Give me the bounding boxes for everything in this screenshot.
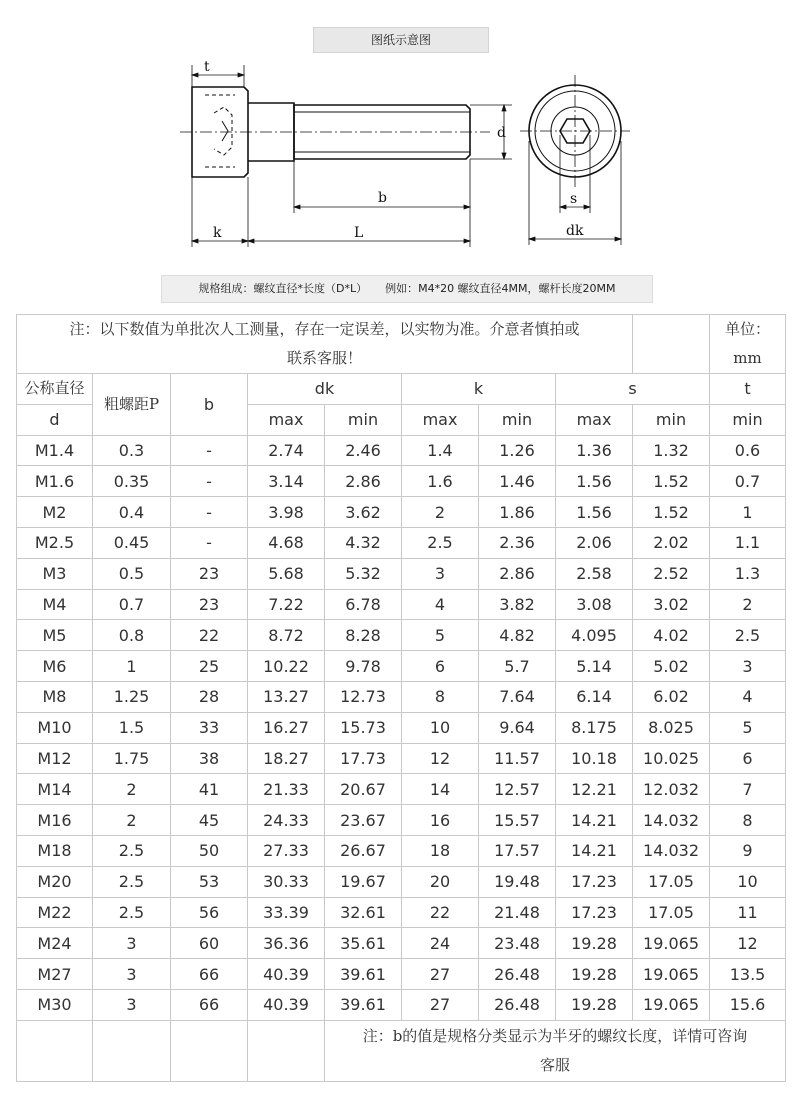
cell-s-min: 3.02	[633, 589, 710, 620]
label-dk: dk	[566, 223, 584, 239]
cell-dk-max: 13.27	[248, 681, 325, 712]
footnote-row	[17, 1020, 786, 1081]
cell-dk-min: 20.67	[325, 774, 402, 805]
cell-dk-max: 40.39	[248, 989, 325, 1020]
cell-k-min: 17.57	[479, 835, 556, 866]
spec-format-caption	[161, 275, 653, 303]
cell-b: 22	[171, 620, 248, 651]
cell-b: 28	[171, 681, 248, 712]
cell-k-max: 14	[402, 774, 479, 805]
notice-line1: 注：以下数值为单批次人工测量，存在一定误差，以实物为准。介意者慎拍或	[69, 320, 580, 338]
cell-k-min: 15.57	[479, 805, 556, 836]
cell-b: 60	[171, 928, 248, 959]
unit-line1: 单位：	[725, 320, 771, 338]
header-k: k	[402, 374, 556, 405]
cell-k-min: 21.48	[479, 897, 556, 928]
cell-k-min: 11.57	[479, 743, 556, 774]
header-s: s	[556, 374, 710, 405]
cell-dk-min: 23.67	[325, 805, 402, 836]
notice-row	[17, 315, 786, 374]
cell-b: 50	[171, 835, 248, 866]
cell-pitch: 3	[93, 989, 171, 1020]
cell-s-max: 8.175	[556, 712, 633, 743]
cell-s-max: 10.18	[556, 743, 633, 774]
footnote-cell	[325, 1020, 786, 1081]
header-s-max: max	[556, 404, 633, 435]
cell-b: 56	[171, 897, 248, 928]
cell-s-min: 4.02	[633, 620, 710, 651]
cell-dk-max: 8.72	[248, 620, 325, 651]
table-row	[17, 805, 786, 836]
cell-s-min: 10.025	[633, 743, 710, 774]
cell-dk-min: 9.78	[325, 651, 402, 682]
table-row	[17, 466, 786, 497]
caption-format: 规格组成：螺纹直径*长度（D*L）	[198, 282, 368, 295]
header-t-min: min	[710, 404, 786, 435]
cell-s-max: 5.14	[556, 651, 633, 682]
cell-d: M12	[17, 743, 93, 774]
table-row	[17, 558, 786, 589]
cell-b: -	[171, 527, 248, 558]
cell-dk-min: 3.62	[325, 497, 402, 528]
cell-dk-max: 21.33	[248, 774, 325, 805]
cell-dk-min: 17.73	[325, 743, 402, 774]
cell-s-min: 14.032	[633, 835, 710, 866]
cell-k-min: 1.86	[479, 497, 556, 528]
cell-t-min: 0.7	[710, 466, 786, 497]
header-t: t	[710, 374, 786, 405]
cell-t-min: 11	[710, 897, 786, 928]
cell-s-max: 6.14	[556, 681, 633, 712]
table-row	[17, 651, 786, 682]
table-row	[17, 497, 786, 528]
cell-s-max: 19.28	[556, 959, 633, 990]
table-row	[17, 712, 786, 743]
header-nominal: 公称直径	[17, 374, 93, 405]
cell-s-min: 2.52	[633, 558, 710, 589]
table-row	[17, 866, 786, 897]
cell-dk-min: 19.67	[325, 866, 402, 897]
cell-s-min: 1.32	[633, 435, 710, 466]
cell-d: M18	[17, 835, 93, 866]
cell-b: 41	[171, 774, 248, 805]
cell-d: M4	[17, 589, 93, 620]
table-row	[17, 435, 786, 466]
footnote-line2: 客服	[540, 1055, 571, 1074]
cell-pitch: 1.75	[93, 743, 171, 774]
cell-k-min: 12.57	[479, 774, 556, 805]
cell-dk-min: 5.32	[325, 558, 402, 589]
cell-b: 33	[171, 712, 248, 743]
notice-spacer	[633, 315, 710, 374]
cell-d: M30	[17, 989, 93, 1020]
cell-s-min: 17.05	[633, 866, 710, 897]
cell-d: M14	[17, 774, 93, 805]
table-row	[17, 959, 786, 990]
cell-k-max: 2	[402, 497, 479, 528]
cell-k-max: 6	[402, 651, 479, 682]
cell-k-max: 16	[402, 805, 479, 836]
cell-k-min: 26.48	[479, 959, 556, 990]
cell-s-max: 17.23	[556, 866, 633, 897]
table-row	[17, 835, 786, 866]
cell-k-min: 2.36	[479, 527, 556, 558]
cell-t-min: 10	[710, 866, 786, 897]
cell-pitch: 2	[93, 805, 171, 836]
cell-s-min: 19.065	[633, 959, 710, 990]
cell-t-min: 1	[710, 497, 786, 528]
cell-b: -	[171, 497, 248, 528]
notice-line2: 联系客服！	[287, 349, 363, 367]
header-dk-min: min	[325, 404, 402, 435]
table-row	[17, 620, 786, 651]
cell-dk-max: 3.14	[248, 466, 325, 497]
table-row	[17, 589, 786, 620]
cell-dk-min: 26.67	[325, 835, 402, 866]
cell-s-min: 14.032	[633, 805, 710, 836]
footnote-spacer	[93, 1020, 171, 1081]
cell-pitch: 3	[93, 928, 171, 959]
cell-s-min: 1.52	[633, 497, 710, 528]
cell-k-max: 3	[402, 558, 479, 589]
cell-dk-min: 15.73	[325, 712, 402, 743]
cell-t-min: 2	[710, 589, 786, 620]
cell-k-max: 1.4	[402, 435, 479, 466]
cell-pitch: 0.4	[93, 497, 171, 528]
cell-s-min: 2.02	[633, 527, 710, 558]
cell-dk-max: 36.36	[248, 928, 325, 959]
cell-t-min: 12	[710, 928, 786, 959]
cell-t-min: 7	[710, 774, 786, 805]
cell-d: M2.5	[17, 527, 93, 558]
cell-s-max: 4.095	[556, 620, 633, 651]
cell-dk-max: 3.98	[248, 497, 325, 528]
cell-s-min: 12.032	[633, 774, 710, 805]
cell-b: -	[171, 466, 248, 497]
cell-dk-max: 33.39	[248, 897, 325, 928]
header-dk-max: max	[248, 404, 325, 435]
cell-d: M27	[17, 959, 93, 990]
cell-b: 25	[171, 651, 248, 682]
notice-cell	[17, 315, 633, 374]
footnote-line1: 注：b的值是规格分类显示为半牙的螺纹长度，详情可咨询	[362, 1026, 748, 1045]
cell-pitch: 1.5	[93, 712, 171, 743]
cell-pitch: 2.5	[93, 866, 171, 897]
cell-pitch: 0.45	[93, 527, 171, 558]
cell-s-max: 14.21	[556, 805, 633, 836]
screw-technical-drawing	[0, 55, 800, 265]
cell-s-min: 8.025	[633, 712, 710, 743]
cell-dk-max: 7.22	[248, 589, 325, 620]
header-k-max: max	[402, 404, 479, 435]
cell-b: -	[171, 435, 248, 466]
cell-s-max: 1.56	[556, 497, 633, 528]
label-b: b	[378, 190, 387, 206]
cell-t-min: 3	[710, 651, 786, 682]
cell-k-min: 2.86	[479, 558, 556, 589]
cell-b: 45	[171, 805, 248, 836]
cell-dk-max: 30.33	[248, 866, 325, 897]
cell-dk-min: 2.86	[325, 466, 402, 497]
cell-s-min: 17.05	[633, 897, 710, 928]
header-k-min: min	[479, 404, 556, 435]
cell-dk-max: 27.33	[248, 835, 325, 866]
cell-k-min: 5.7	[479, 651, 556, 682]
cell-d: M16	[17, 805, 93, 836]
cell-b: 53	[171, 866, 248, 897]
cell-dk-max: 18.27	[248, 743, 325, 774]
table-row	[17, 774, 786, 805]
cell-k-max: 27	[402, 959, 479, 990]
cell-b: 23	[171, 589, 248, 620]
cell-d: M24	[17, 928, 93, 959]
label-k: k	[213, 225, 222, 241]
cell-dk-max: 16.27	[248, 712, 325, 743]
cell-b: 23	[171, 558, 248, 589]
label-d: d	[497, 125, 506, 141]
header-nominal-d: d	[17, 404, 93, 435]
cell-k-min: 23.48	[479, 928, 556, 959]
cell-dk-max: 5.68	[248, 558, 325, 589]
cell-pitch: 0.3	[93, 435, 171, 466]
cell-t-min: 9	[710, 835, 786, 866]
cell-k-max: 2.5	[402, 527, 479, 558]
cell-s-max: 17.23	[556, 897, 633, 928]
cell-pitch: 2.5	[93, 897, 171, 928]
cell-k-max: 20	[402, 866, 479, 897]
cell-s-min: 6.02	[633, 681, 710, 712]
cell-pitch: 0.8	[93, 620, 171, 651]
label-L: L	[354, 225, 364, 241]
cell-b: 66	[171, 989, 248, 1020]
cell-t-min: 6	[710, 743, 786, 774]
cell-k-max: 1.6	[402, 466, 479, 497]
cell-k-min: 9.64	[479, 712, 556, 743]
cell-s-max: 1.56	[556, 466, 633, 497]
cell-t-min: 8	[710, 805, 786, 836]
cell-s-min: 19.065	[633, 989, 710, 1020]
cell-d: M10	[17, 712, 93, 743]
unit-cell	[710, 315, 786, 374]
cell-s-min: 5.02	[633, 651, 710, 682]
cell-dk-max: 2.74	[248, 435, 325, 466]
cell-k-max: 8	[402, 681, 479, 712]
cell-dk-min: 32.61	[325, 897, 402, 928]
cell-dk-min: 35.61	[325, 928, 402, 959]
cell-d: M20	[17, 866, 93, 897]
cell-dk-min: 4.32	[325, 527, 402, 558]
table-row	[17, 743, 786, 774]
cell-dk-min: 39.61	[325, 959, 402, 990]
cell-k-min: 26.48	[479, 989, 556, 1020]
footnote-spacer	[171, 1020, 248, 1081]
cell-d: M2	[17, 497, 93, 528]
cell-k-min: 3.82	[479, 589, 556, 620]
cell-pitch: 1.25	[93, 681, 171, 712]
dimension-table	[16, 314, 786, 1082]
cell-t-min: 4	[710, 681, 786, 712]
drawing-title: 图纸示意图	[313, 27, 489, 53]
caption-example: 例如：M4*20 螺纹直径4MM，螺杆长度20MM	[385, 282, 616, 295]
header-dk: dk	[248, 374, 402, 405]
table-row	[17, 681, 786, 712]
cell-s-max: 19.28	[556, 928, 633, 959]
cell-t-min: 2.5	[710, 620, 786, 651]
cell-d: M5	[17, 620, 93, 651]
cell-k-max: 4	[402, 589, 479, 620]
header-b: b	[171, 374, 248, 436]
cell-k-min: 1.46	[479, 466, 556, 497]
cell-dk-min: 8.28	[325, 620, 402, 651]
cell-t-min: 13.5	[710, 959, 786, 990]
table-row	[17, 989, 786, 1020]
cell-k-max: 5	[402, 620, 479, 651]
cell-pitch: 3	[93, 959, 171, 990]
cell-b: 38	[171, 743, 248, 774]
cell-t-min: 5	[710, 712, 786, 743]
table-row	[17, 928, 786, 959]
cell-pitch: 0.35	[93, 466, 171, 497]
cell-dk-min: 12.73	[325, 681, 402, 712]
label-t: t	[204, 59, 210, 75]
cell-b: 66	[171, 959, 248, 990]
cell-dk-max: 4.68	[248, 527, 325, 558]
header-s-min: min	[633, 404, 710, 435]
label-s: s	[570, 191, 578, 207]
cell-d: M6	[17, 651, 93, 682]
cell-d: M1.4	[17, 435, 93, 466]
cell-s-max: 2.06	[556, 527, 633, 558]
cell-s-max: 19.28	[556, 989, 633, 1020]
cell-t-min: 0.6	[710, 435, 786, 466]
cell-k-max: 22	[402, 897, 479, 928]
cell-k-max: 12	[402, 743, 479, 774]
cell-d: M3	[17, 558, 93, 589]
cell-t-min: 1.3	[710, 558, 786, 589]
cell-pitch: 1	[93, 651, 171, 682]
cell-s-max: 14.21	[556, 835, 633, 866]
cell-s-min: 19.065	[633, 928, 710, 959]
cell-dk-max: 24.33	[248, 805, 325, 836]
cell-k-min: 1.26	[479, 435, 556, 466]
cell-pitch: 0.7	[93, 589, 171, 620]
cell-s-max: 3.08	[556, 589, 633, 620]
cell-s-max: 12.21	[556, 774, 633, 805]
cell-pitch: 2	[93, 774, 171, 805]
cell-s-max: 1.36	[556, 435, 633, 466]
table-row	[17, 897, 786, 928]
cell-pitch: 2.5	[93, 835, 171, 866]
cell-k-min: 4.82	[479, 620, 556, 651]
cell-pitch: 0.5	[93, 558, 171, 589]
cell-dk-min: 39.61	[325, 989, 402, 1020]
cell-k-max: 24	[402, 928, 479, 959]
cell-s-max: 2.58	[556, 558, 633, 589]
cell-d: M1.6	[17, 466, 93, 497]
header-row-1	[17, 374, 786, 405]
cell-s-min: 1.52	[633, 466, 710, 497]
cell-k-max: 18	[402, 835, 479, 866]
table-row	[17, 527, 786, 558]
unit-line2: mm	[733, 349, 762, 367]
cell-k-max: 10	[402, 712, 479, 743]
cell-dk-max: 10.22	[248, 651, 325, 682]
cell-dk-max: 40.39	[248, 959, 325, 990]
cell-d: M22	[17, 897, 93, 928]
cell-k-min: 19.48	[479, 866, 556, 897]
footnote-spacer	[17, 1020, 93, 1081]
cell-k-min: 7.64	[479, 681, 556, 712]
cell-t-min: 1.1	[710, 527, 786, 558]
header-pitch: 粗螺距P	[93, 374, 171, 436]
cell-k-max: 27	[402, 989, 479, 1020]
footnote-spacer	[248, 1020, 325, 1081]
cell-dk-min: 2.46	[325, 435, 402, 466]
cell-t-min: 15.6	[710, 989, 786, 1020]
cell-d: M8	[17, 681, 93, 712]
cell-dk-min: 6.78	[325, 589, 402, 620]
